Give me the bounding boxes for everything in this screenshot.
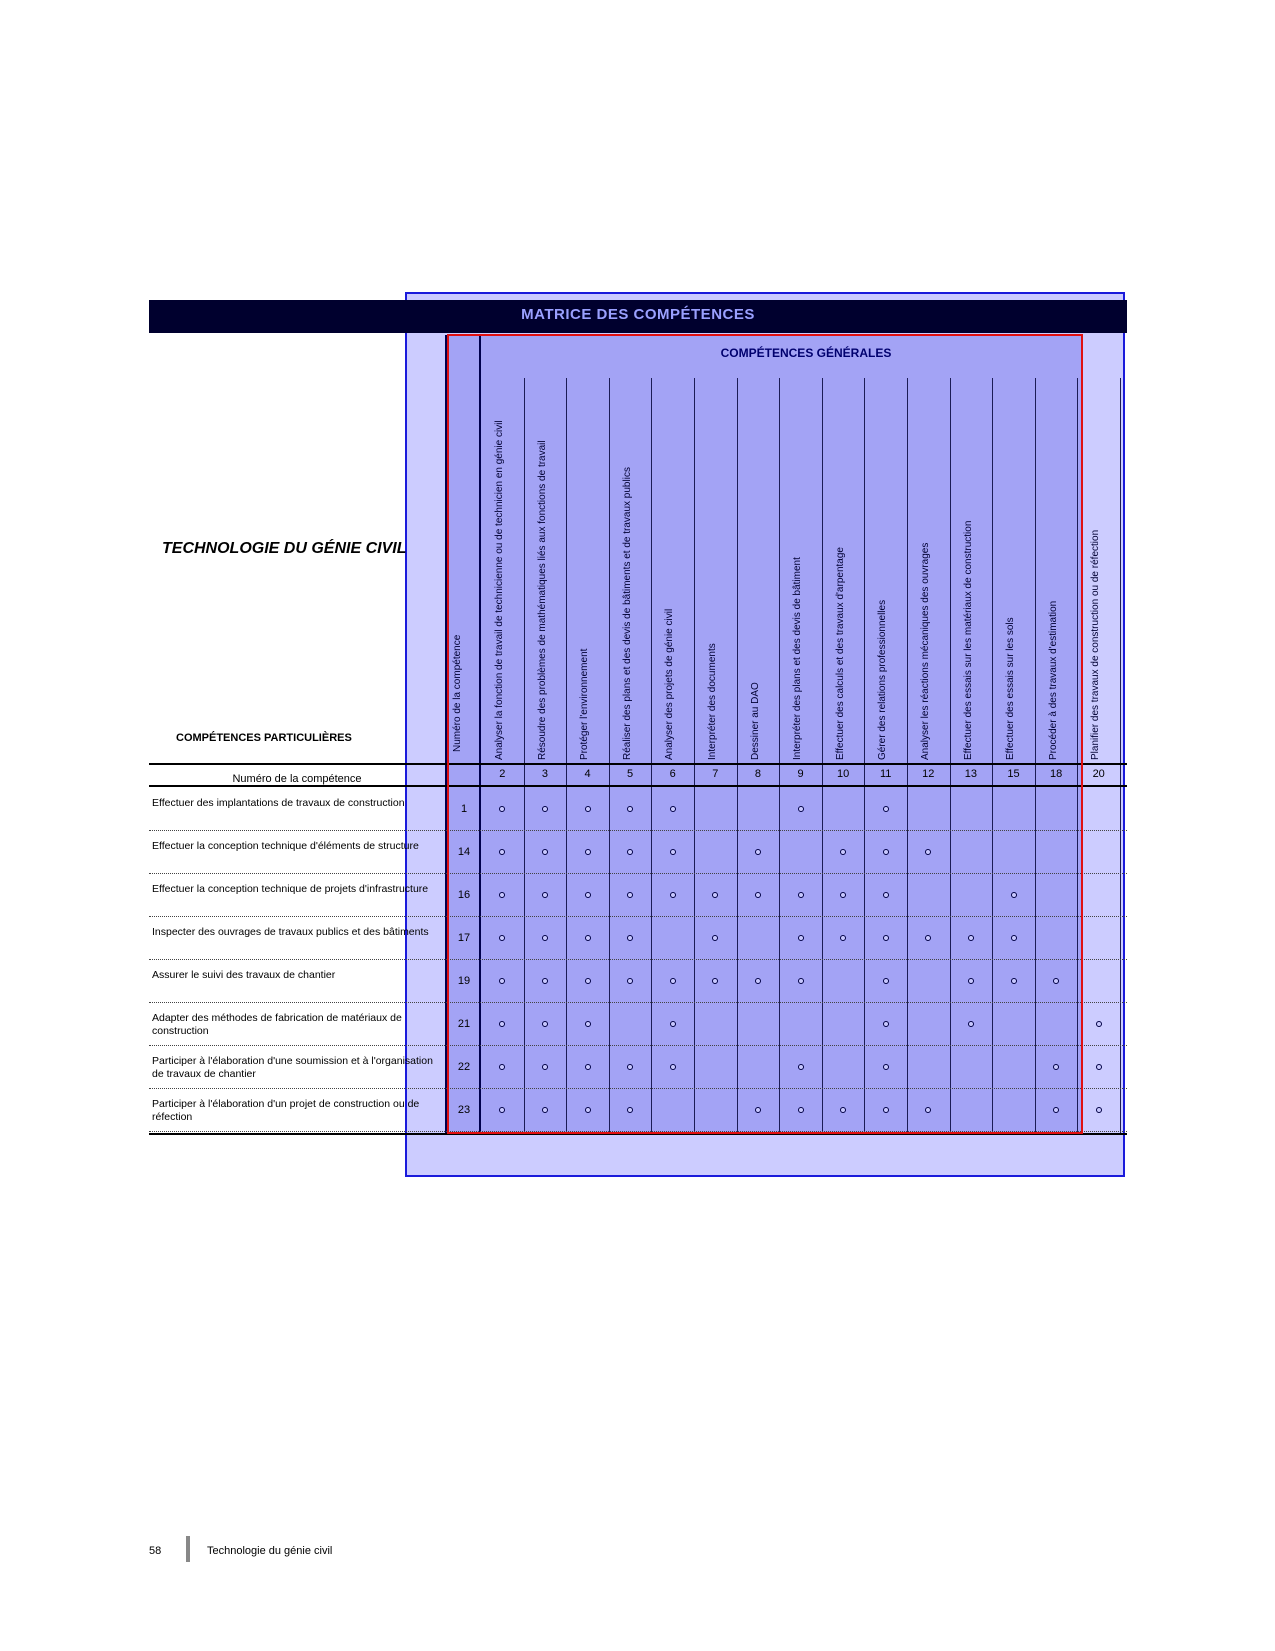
particular-competency-number: 21 <box>457 1018 471 1030</box>
particular-competency-number: 17 <box>457 932 471 944</box>
particular-competency-number: 19 <box>457 975 471 987</box>
general-competency-header: Résoudre des problèmes de mathématiques liés aux fonctions de travail <box>536 440 548 760</box>
general-competency-header: Réaliser des plans et des devis de bâtiments et de travaux publics <box>621 467 633 760</box>
general-competency-number: 18 <box>1049 768 1063 780</box>
particular-competency-label: Adapter des méthodes de fabrication de matériaux de construction <box>152 1012 402 1037</box>
particular-competency-number: 22 <box>457 1061 471 1073</box>
footer-separator <box>186 1536 190 1562</box>
particular-competencies-title: COMPÉTENCES PARTICULIÈRES <box>176 732 352 744</box>
page-number: 58 <box>149 1545 162 1557</box>
general-competency-header: Effectuer des essais sur les sols <box>1005 617 1017 760</box>
general-competency-number: 5 <box>627 768 634 780</box>
general-competency-header: Interpréter des documents <box>707 643 718 760</box>
general-competency-header: Effectuer des essais sur les matériaux de construction <box>962 520 974 760</box>
link-mark <box>1096 1107 1102 1113</box>
general-competency-number: 6 <box>669 768 676 780</box>
link-mark <box>1096 1021 1102 1027</box>
general-competency-header: Effectuer des calculs et des travaux d'arpentage <box>834 547 846 760</box>
general-competency-header: Interpréter des plans et des devis de bâtiment <box>792 557 804 760</box>
particular-competency-label: Assurer le suivi des travaux de chantier <box>152 969 336 981</box>
particular-competency-label: Effectuer la conception technique de projets d'infrastructure <box>152 883 429 895</box>
particular-competency-label: Participer à l'élaboration d'un projet de construction ou de réfection <box>152 1098 420 1123</box>
general-competency-number: 8 <box>754 768 761 780</box>
general-competency-number: 3 <box>541 768 548 780</box>
number-column-header: Numéro de la compétence <box>452 634 463 752</box>
general-competency-header: Dessiner au DAO <box>749 682 761 760</box>
particular-competency-number: 1 <box>460 803 468 815</box>
general-competency-number: 15 <box>1007 768 1020 780</box>
general-competency-header: Analyser les réactions mécaniques des ouvrages <box>920 542 931 760</box>
general-competency-number: 13 <box>964 768 978 780</box>
footer-text: Technologie du génie civil <box>207 1545 333 1557</box>
link-mark <box>1096 1064 1102 1070</box>
particular-competency-label: Inspecter des ouvrages de travaux publics et des bâtiments <box>152 926 429 938</box>
general-competency-header: Gérer des relations professionnelles <box>877 599 889 760</box>
particular-competency-label: Effectuer des implantations de travaux de construction <box>152 797 405 809</box>
general-competency-header: Analyser la fonction de travail de technicienne ou de technicien en génie civil <box>494 420 505 760</box>
title-bar <box>149 300 1127 333</box>
general-competency-number: 12 <box>922 768 935 780</box>
particular-competency-label: Participer à l'élaboration d'une soumission et à l'organisation de travaux de chantier <box>152 1055 433 1080</box>
general-competency-header: Analyser des projets de génie civil <box>664 608 676 760</box>
general-competency-header: Protéger l'environnement <box>579 648 591 760</box>
particular-competency-number: 23 <box>457 1104 471 1116</box>
general-competency-number: 9 <box>797 768 804 780</box>
general-competency-number: 7 <box>712 768 719 780</box>
general-competencies-title: COMPÉTENCES GÉNÉRALES <box>720 346 892 360</box>
general-competency-header: Planifier des travaux de construction ou de réfection <box>1090 529 1102 760</box>
general-competency-number: 2 <box>499 768 506 780</box>
general-competency-header: Procéder à des travaux d'estimation <box>1047 600 1059 760</box>
matrix-title: MATRICE DES COMPÉTENCES <box>521 306 755 323</box>
highlight-box <box>447 334 1083 1134</box>
column-divider <box>1120 378 1121 1135</box>
particular-competency-label: Effectuer la conception technique d'éléments de structure <box>152 840 419 852</box>
general-competency-number: 20 <box>1092 768 1105 780</box>
particular-competency-number: 16 <box>457 889 471 901</box>
program-title: TECHNOLOGIE DU GÉNIE CIVIL <box>162 540 407 557</box>
general-competency-number: 4 <box>584 768 591 780</box>
general-competency-number: 10 <box>836 768 850 780</box>
number-row-label: Numéro de la compétence <box>232 773 362 785</box>
general-competency-number: 11 <box>879 768 892 780</box>
particular-competency-number: 14 <box>457 846 471 858</box>
